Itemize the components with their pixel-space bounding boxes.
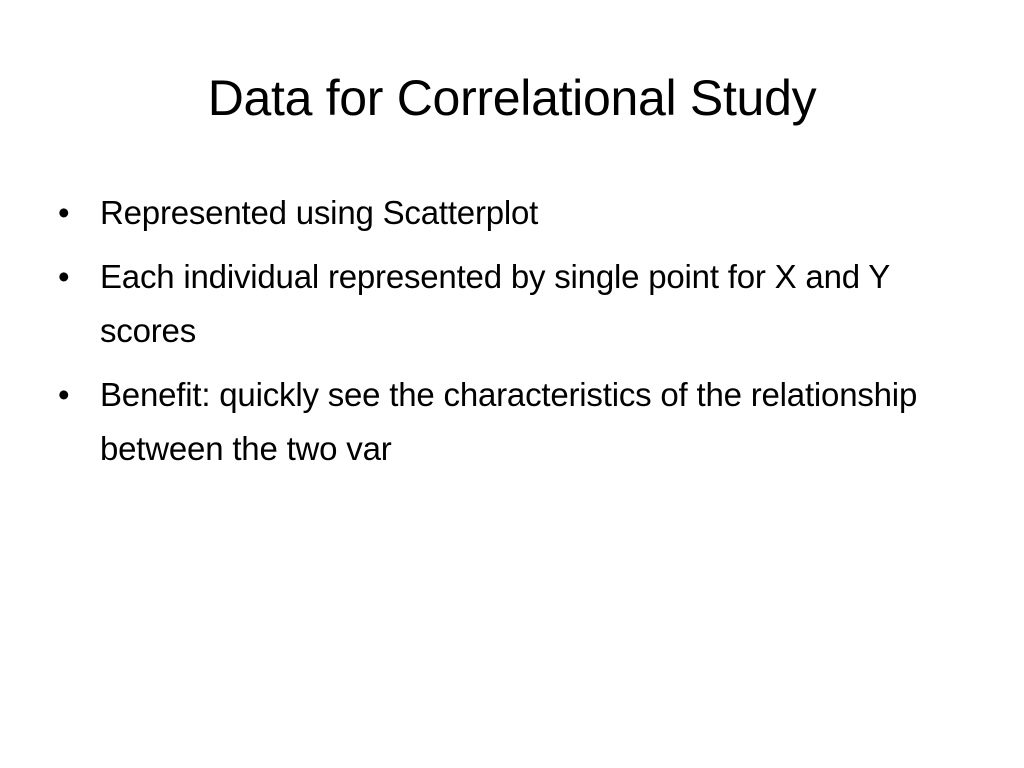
slide-title: Data for Correlational Study [207,70,817,126]
bullet-item [58,186,970,240]
bullet-text: Benefit: quickly see the characteristics of the relationship between the two var [100,376,918,467]
bullet-list [58,186,970,486]
bullet-item [58,250,970,358]
bullet-text: Represented using Scatterplot [100,194,539,231]
bullet-marker: • [58,194,70,231]
bullet-item [58,368,970,476]
bullet-marker: • [58,258,70,295]
bullet-marker: • [58,376,70,413]
bullet-text: Each individual represented by single point for X and Y scores [100,258,890,349]
